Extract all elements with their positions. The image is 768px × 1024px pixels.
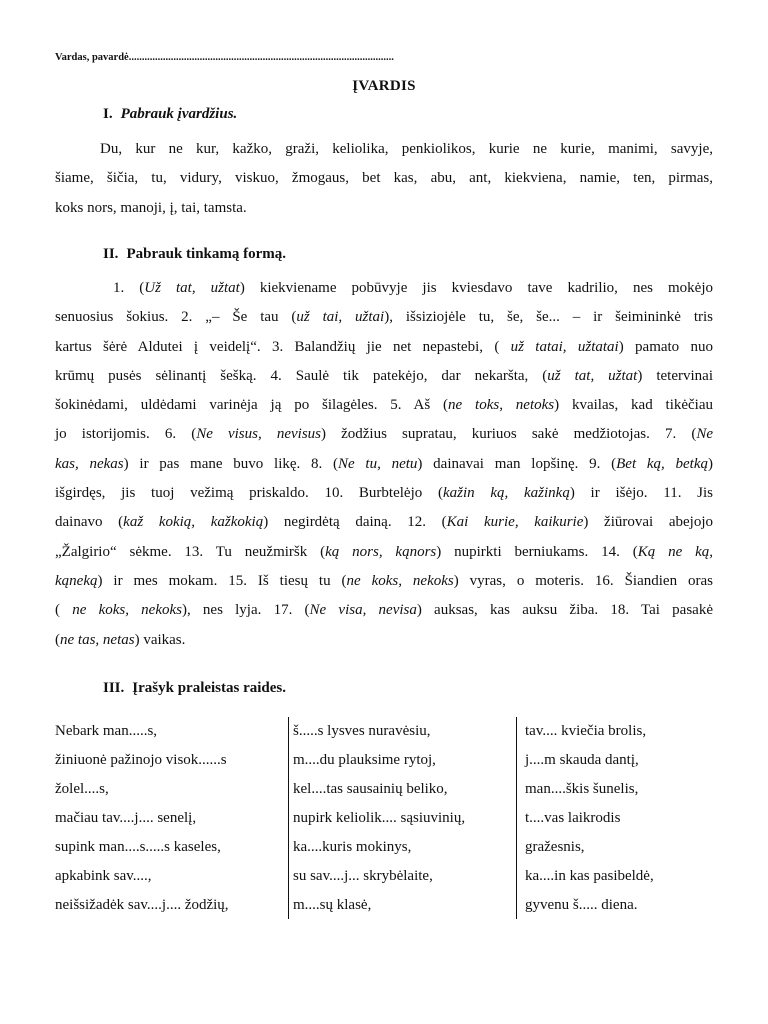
section-1-title: Pabrauk įvardžius.: [120, 106, 238, 122]
fill-in-item: kel....tas sausainių beliko,: [293, 781, 448, 797]
sentence-text: ), išsiziojėle tu, še, še... – ir šeimininkė tris: [384, 309, 713, 326]
section-1-line: šiame, šičia, tu, vidury, viskuo, žmogaus, bet kas, abu, ant, kiekviena, namie, ten, pirmas,: [55, 170, 713, 187]
section-1-text: [55, 135, 713, 223]
fill-in-table: [50, 717, 720, 919]
fill-in-item: supink man....s.....s kaseles,: [55, 839, 221, 855]
sentence-text: ) ir pas mane buvo likę. 8. (: [123, 455, 339, 472]
sentence-text: ) vaikas.: [134, 631, 186, 648]
sentence-text: ) ir išėjo. 11. Jis: [569, 485, 714, 502]
section-2-line: [55, 362, 713, 391]
fill-in-item: Nebark man.....s,: [55, 723, 158, 739]
sentence-text: „Žalgirio“ sėkme. 13. Tu neužmiršk (: [55, 543, 326, 560]
answer-option: Už tat, užtat: [144, 280, 240, 296]
section-2-line: [55, 596, 713, 625]
answer-option: už tatai, užtatai: [510, 338, 619, 355]
sentence-text: (: [55, 602, 73, 619]
sentence-text: kartus šėrė Aldutei į veidelį“. 3. Balandžių jie net nepastebi, (: [55, 338, 511, 355]
fill-in-column-2: [288, 717, 521, 919]
section-2-title: Pabrauk tinkamą formą.: [126, 246, 287, 262]
sentence-text: (: [55, 631, 60, 648]
fill-in-item: š.....s lysves nuravėsiu,: [293, 723, 431, 739]
answer-option: ne tas, netas: [60, 631, 135, 648]
section-3-heading: [103, 680, 286, 697]
sentence-text: ) nupirkti berniukams. 14. (: [436, 543, 638, 560]
section-1-number: I.: [103, 106, 113, 122]
fill-in-item: gyvenu š..... diena.: [525, 897, 638, 913]
fill-in-item: žolel....s,: [55, 781, 109, 797]
sentence-text: dainavo (: [55, 514, 124, 531]
section-2-line: [55, 391, 713, 420]
section-2-line: [55, 567, 713, 596]
answer-option: Ne visus, nevisus: [196, 426, 321, 443]
section-3-number: III.: [103, 680, 125, 696]
fill-in-item: t....vas laikrodis: [525, 810, 621, 826]
answer-option: už tai, užtai: [296, 309, 385, 326]
sentence-text: ) negirdėtą dainą. 12. (: [263, 514, 447, 531]
fill-in-item: neišsižadėk sav....j.... žodžių,: [55, 897, 229, 913]
answer-option: ne koks, nekoks: [346, 572, 454, 589]
section-2-line: [55, 479, 713, 508]
fill-in-item: mačiau tav....j.... senelį,: [55, 810, 197, 826]
section-2-line: [55, 450, 713, 479]
fill-in-item: apkabink sav....,: [55, 868, 152, 884]
sentence-text: išgirdęs, jis tuoj vežimą priskaldo. 10. Burbtelėjo (: [55, 485, 443, 502]
sentence-text: ) pamato nuo: [618, 338, 713, 355]
sentence-text: ) auksas, kas auksu žiba. 18. Tai pasakė: [416, 602, 713, 619]
sentence-text: krūmų pusės sėlinantį šešką. 4. Saulė tik patekėjo, dar nekaršta, (: [55, 367, 548, 384]
section-1-line: koks nors, manoji, į, tai, tamsta.: [55, 199, 247, 216]
name-field-line: Vardas, pavardė.....................................................................................................: [55, 52, 394, 63]
answer-option: Ne: [696, 426, 713, 443]
section-2-line: [55, 303, 713, 332]
section-2-line: [55, 420, 713, 449]
answer-option: Bet ką, betką: [616, 455, 708, 472]
answer-option: Ne visa, nevisa: [309, 602, 417, 619]
sentence-text: šokinėdami, uldėdami varinėja ją po šilagėles. 5. Aš (: [55, 397, 449, 414]
section-3-title: Įrašyk praleistas raides.: [132, 680, 287, 696]
fill-in-item: nupirk keliolik.... sąsiuvinių,: [293, 810, 466, 826]
sentence-text: ): [708, 455, 713, 472]
fill-in-column-3: [516, 717, 725, 919]
answer-option: Kai kurie, kaikurie: [446, 514, 584, 531]
fill-in-item: m....du plauksime rytoj,: [293, 752, 436, 768]
section-2-line: [55, 508, 713, 537]
fill-in-item: ka....kuris mokinys,: [293, 839, 412, 855]
sentence-text: ), nes lyja. 17. (: [181, 602, 310, 619]
sentence-text: ) ir mes mokam. 15. Iš tiesų tu (: [97, 572, 347, 589]
fill-in-item: su sav....j... skrybėlaite,: [293, 868, 433, 884]
answer-option: už tat, užtat: [547, 367, 638, 384]
answer-option: ką nors, kąnors: [325, 543, 437, 560]
answer-option: Ne tu, netu: [338, 455, 418, 472]
section-2-line: [55, 333, 713, 362]
section-2-line: [55, 626, 713, 655]
section-2-number: II.: [103, 246, 119, 262]
sentence-text: ) kvailas, kad tikėčiau: [554, 397, 714, 414]
fill-in-column-1: [50, 717, 291, 919]
answer-option: kąneką: [55, 572, 98, 589]
answer-option: ne toks, netoks: [448, 397, 555, 414]
sentence-text: 1. (: [113, 280, 145, 296]
sentence-text: ) vyras, o moteris. 16. Šiandien oras: [453, 572, 713, 589]
answer-option: ne koks, nekoks: [72, 602, 182, 619]
answer-option: kažin ką, kažinką: [442, 485, 570, 502]
section-2-line: [55, 274, 713, 303]
fill-in-item: m....sų klasė,: [293, 897, 372, 913]
answer-option: kas, nekas: [55, 455, 124, 472]
fill-in-item: j....m skauda dantį,: [525, 752, 639, 768]
sentence-text: ) kiekviename pobūvyje jis kviesdavo tave kadrilio, nes mokėjo: [239, 280, 713, 296]
answer-option: kaž kokią, kažkokią: [123, 514, 264, 531]
fill-in-item: žiniuonė pažinojo visok......s: [55, 752, 227, 768]
sentence-text: ) žodžius supratau, kuriuos sakė medžiotojas. 7. (: [321, 426, 697, 443]
fill-in-item: tav.... kviečia brolis,: [525, 723, 647, 739]
section-2-heading: [103, 246, 286, 263]
fill-in-item: man....škis šunelis,: [525, 781, 639, 797]
section-2-line: [55, 538, 713, 567]
sentence-text: jo istorijomis. 6. (: [55, 426, 197, 443]
answer-option: Ką ne ką,: [637, 543, 714, 560]
fill-in-item: gražesnis,: [525, 839, 585, 855]
section-2-text: [55, 274, 713, 655]
section-1-line: Du, kur ne kur, kažko, graži, keliolika, penkiolikos, kurie ne kurie, manimi, savyje,: [100, 141, 713, 157]
section-1-heading: [103, 106, 237, 123]
fill-in-item: ka....in kas pasibeldė,: [525, 868, 654, 884]
sentence-text: ) tetervinai: [637, 367, 713, 384]
sentence-text: ) žiūrovai abejojo: [583, 514, 714, 531]
sentence-text: senuosius šokius. 2. „– Še tau (: [55, 309, 297, 326]
sentence-text: ) dainavai man lopšinę. 9. (: [417, 455, 617, 472]
page-title: ĮVARDIS: [352, 78, 416, 94]
